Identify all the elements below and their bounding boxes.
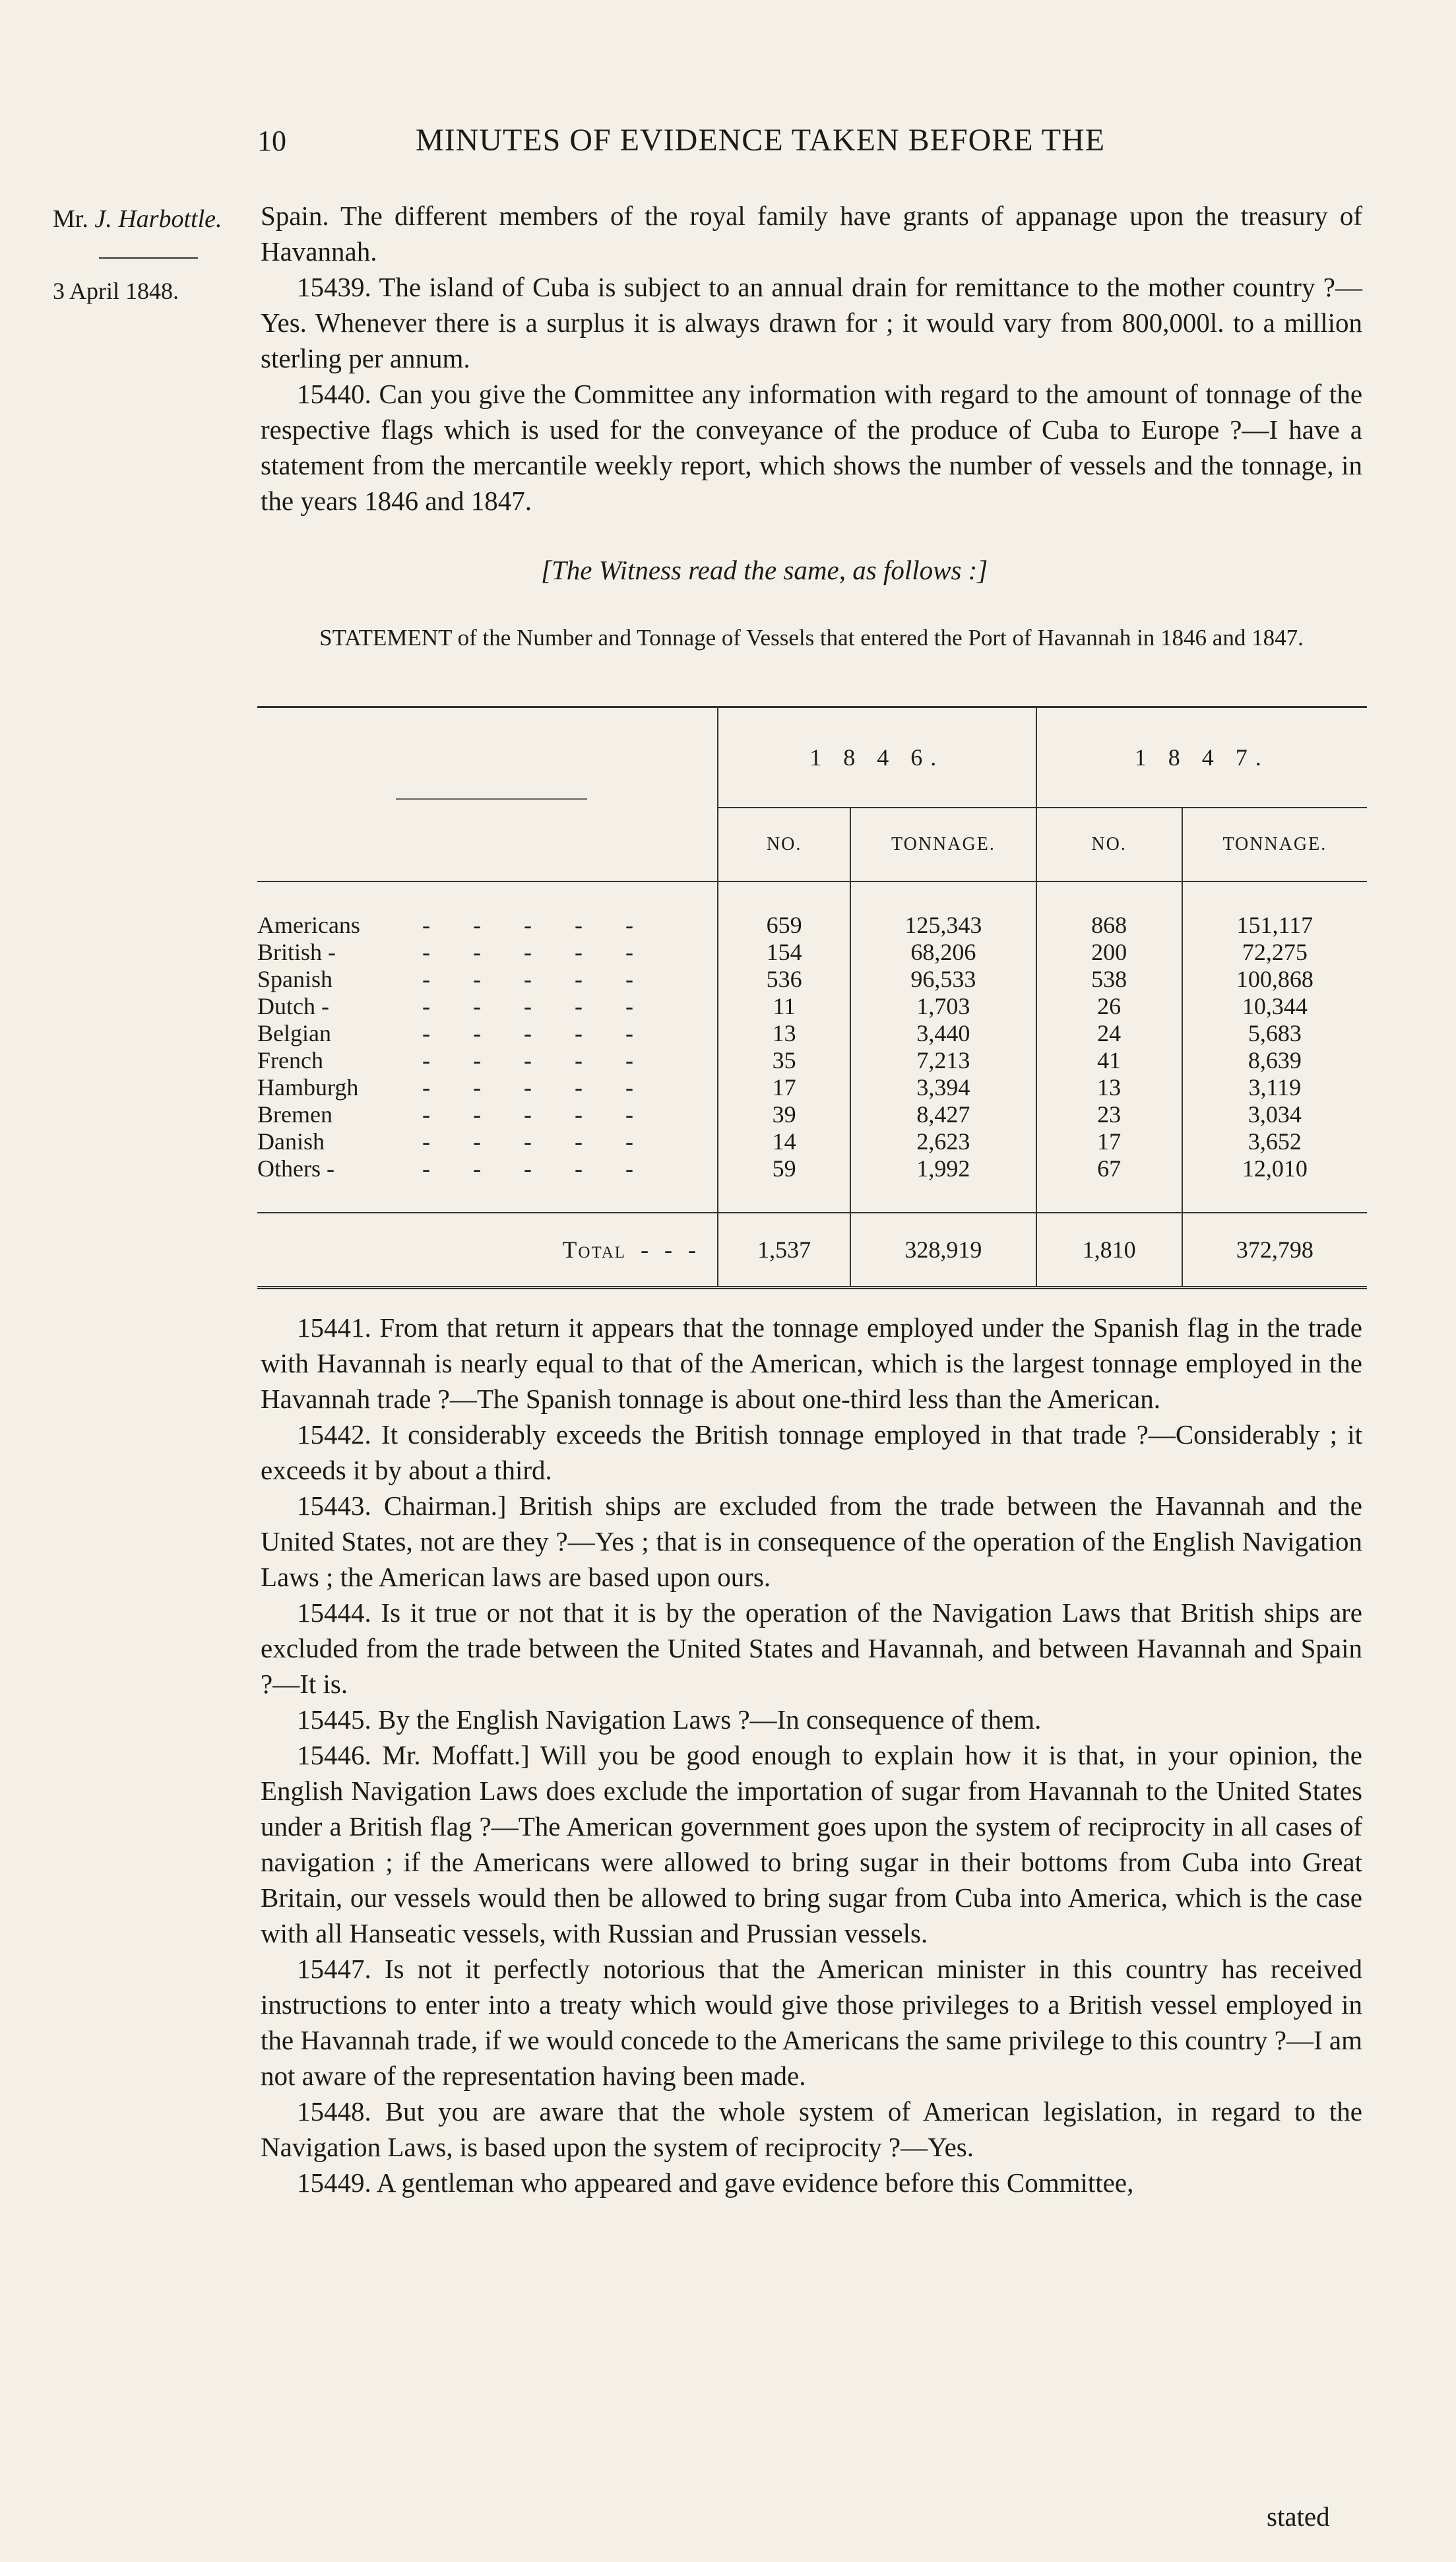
table-cell: 17: [1036, 1128, 1182, 1155]
total-row: [257, 1213, 1367, 1288]
table-cell: 41: [1036, 1047, 1182, 1074]
year-header: 1 8 4 6.: [718, 708, 1036, 808]
paragraph: Spain. The different members of the royal family have grants of appanage upon the treasury of Havannah.: [261, 201, 1362, 267]
table-cell: 125,343: [850, 912, 1036, 939]
table-row: [257, 966, 1367, 993]
paragraph: 15444. Is it true or not that it is by the operation of the Navigation Laws that British ships are excluded from the trade between the United States and Havannah, and between Havannah and Spain ?—It is.: [261, 1597, 1362, 1699]
question-number: 15440.: [297, 379, 371, 409]
table-cell: 96,533: [850, 966, 1036, 993]
column-header: NO.: [718, 808, 850, 881]
page-header: [257, 122, 1366, 158]
total-cell: 1,810: [1036, 1213, 1182, 1288]
paragraph: 15445. By the English Navigation Laws ?—In consequence of them.: [297, 1704, 1042, 1735]
paragraph: 15442. It considerably exceeds the British tonnage employed in that trade ?—Considerably ; it exceeds it by about a third.: [261, 1419, 1363, 1485]
table-corner: [257, 708, 718, 808]
table-cell: 17: [718, 1074, 850, 1101]
question-number: 15444.: [297, 1597, 371, 1628]
nation-cell: Spanish - - - - -: [257, 966, 652, 992]
nation-cell: Belgian - - - - -: [257, 1020, 652, 1046]
table-cell: 14: [718, 1128, 850, 1155]
nation-cell: Americans - - - - -: [257, 912, 652, 938]
table-row: [257, 1128, 1367, 1155]
table-cell: 23: [1036, 1101, 1182, 1128]
question-number: 15441.: [297, 1312, 371, 1343]
nation-cell: Others - - - - - -: [257, 1155, 652, 1182]
table-cell: 11: [718, 993, 850, 1020]
column-header: TONNAGE.: [850, 808, 1036, 881]
table-cell: 3,652: [1182, 1128, 1367, 1155]
table-cell: 68,206: [850, 939, 1036, 966]
table-row: [257, 993, 1367, 1020]
body-text-top: [261, 198, 1362, 519]
table-row: [257, 1074, 1367, 1101]
table-cell: 8,427: [850, 1101, 1036, 1128]
nation-cell: Dutch - - - - - -: [257, 993, 652, 1019]
table-cell: 2,623: [850, 1128, 1036, 1155]
table-row: [257, 1020, 1367, 1047]
total-label: Total - - -: [562, 1236, 698, 1263]
table-cell: 24: [1036, 1020, 1182, 1047]
table-cell: 5,683: [1182, 1020, 1367, 1047]
table-cell: 659: [718, 912, 850, 939]
witness-note: [The Witness read the same, as follows :]: [541, 555, 988, 585]
sidenote-rule: [99, 257, 198, 259]
total-cell: 372,798: [1182, 1213, 1367, 1288]
table-cell: 538: [1036, 966, 1182, 993]
table-cell: 3,440: [850, 1020, 1036, 1047]
table-cell: 12,010: [1182, 1155, 1367, 1182]
table-cell: 39: [718, 1101, 850, 1128]
paragraph: 15449. A gentleman who appeared and gave evidence before this Committee,: [297, 2167, 1134, 2198]
table-row: [257, 1047, 1367, 1074]
page-number: 10: [257, 125, 286, 157]
table-cell: 3,034: [1182, 1101, 1367, 1128]
statement-caption: STATEMENT of the Number and Tonnage of Vessels that entered the Port of Havannah in 1846 and 1847.: [319, 625, 1304, 651]
table-cell: 72,275: [1182, 939, 1367, 966]
table-cell: 7,213: [850, 1047, 1036, 1074]
table-cell: 67: [1036, 1155, 1182, 1182]
total-cell: 328,919: [850, 1213, 1036, 1288]
table-cell: 154: [718, 939, 850, 966]
table-row: [257, 939, 1367, 966]
question-number: 15447.: [297, 1954, 371, 1984]
nation-cell: Danish - - - - -: [257, 1128, 652, 1155]
question-number: 15442.: [297, 1419, 371, 1450]
paragraph: 15447. Is not it perfectly notorious that the American minister in this country has received instructions to enter into a treaty which would give those privileges to a British vessel employed in the Havannah trade, if we would concede to the Americans the same privilege to this country ?—I am not aware of the representation having been made.: [261, 1954, 1363, 2091]
question-number: 15448.: [297, 2096, 371, 2127]
table-cell: 3,394: [850, 1074, 1036, 1101]
table-cell: 536: [718, 966, 850, 993]
paragraph: 15446. Mr. Moffatt.] Will you be good enough to explain how it is that, in your opinion, the English Navigation Laws does exclude the importation of sugar from Havannah to the United States under a British flag ?—The American government goes upon the system of reciprocity in all cases of navigation ; if the Americans were allowed to bring sugar in their bottoms from Cuba into Great Britain, our vessels would then be allowed to bring sugar from Cuba into America, which is the case with all Hanseatic vessels, with Russian and Prussian vessels.: [261, 1740, 1362, 1948]
table-row: [257, 912, 1367, 939]
question-number: 15446.: [297, 1740, 371, 1770]
nation-cell: French - - - - -: [257, 1047, 652, 1073]
year-header: 1 8 4 7.: [1036, 708, 1367, 808]
table-cell: 10,344: [1182, 993, 1367, 1020]
paragraph: 15440. Can you give the Committee any information with regard to the amount of tonnage of the respective flags which is used for the conveyance of the produce of Cuba to Europe ?—I have a statement from the mercantile weekly report, which shows the number of vessels and the tonnage, in the years 1846 and 1847.: [261, 379, 1363, 516]
table-cell: 151,117: [1182, 912, 1367, 939]
table-cell: 1,703: [850, 993, 1036, 1020]
question-number: 15445.: [297, 1704, 371, 1735]
question-number: 15439.: [297, 272, 371, 302]
table-row: [257, 1155, 1367, 1182]
table-cell: 8,639: [1182, 1047, 1367, 1074]
total-cell: 1,537: [718, 1213, 850, 1288]
table-cell: 13: [718, 1020, 850, 1047]
catchword: stated: [1267, 2501, 1330, 2532]
running-title: MINUTES OF EVIDENCE TAKEN BEFORE THE: [416, 123, 1106, 158]
table-cell: 3,119: [1182, 1074, 1367, 1101]
paragraph: 15443. Chairman.] British ships are excluded from the trade between the Havannah and the United States, not are they ?—Yes ; that is in consequence of the operation of the English Navigation Laws ; the American laws are based upon ours.: [261, 1490, 1362, 1592]
table-cell: 1,992: [850, 1155, 1036, 1182]
table-row: [257, 1101, 1367, 1128]
question-number: 15449.: [297, 2167, 371, 2198]
nation-cell: Bremen - - - - -: [257, 1101, 652, 1128]
question-number: 15443.: [297, 1490, 371, 1521]
nation-cell: British - - - - - -: [257, 939, 652, 965]
table-cell: 35: [718, 1047, 850, 1074]
column-header: NO.: [1036, 808, 1182, 881]
column-header: TONNAGE.: [1182, 808, 1367, 881]
paragraph: 15441. From that return it appears that the tonnage employed under the Spanish flag in the trade with Havannah is nearly equal to that of the American, which is the largest tonnage employed in the Havannah trade ?—The Spanish tonnage is about one-third less than the American.: [261, 1312, 1362, 1414]
witness-sidenote: Mr. J. Harbottle.: [53, 205, 222, 233]
paragraph: 15439. The island of Cuba is subject to an annual drain for remittance to the mother country ?—Yes. Whenever there is a surplus it is always drawn for ; it would vary from 800,000l. to a million sterling per annum.: [261, 272, 1362, 373]
body-text-bottom: [261, 1310, 1362, 2200]
table-cell: 100,868: [1182, 966, 1367, 993]
tonnage-table: [257, 706, 1367, 1289]
nation-cell: Hamburgh - - - - -: [257, 1074, 652, 1101]
date-sidenote: 3 April 1848.: [53, 278, 179, 304]
table-cell: 59: [718, 1155, 850, 1182]
table-cell: 868: [1036, 912, 1182, 939]
table-cell: 13: [1036, 1074, 1182, 1101]
table-cell: 200: [1036, 939, 1182, 966]
table-cell: 26: [1036, 993, 1182, 1020]
paragraph: 15448. But you are aware that the whole system of American legislation, in regard to the Navigation Laws, is based upon the system of reciprocity ?—Yes.: [261, 2096, 1363, 2162]
